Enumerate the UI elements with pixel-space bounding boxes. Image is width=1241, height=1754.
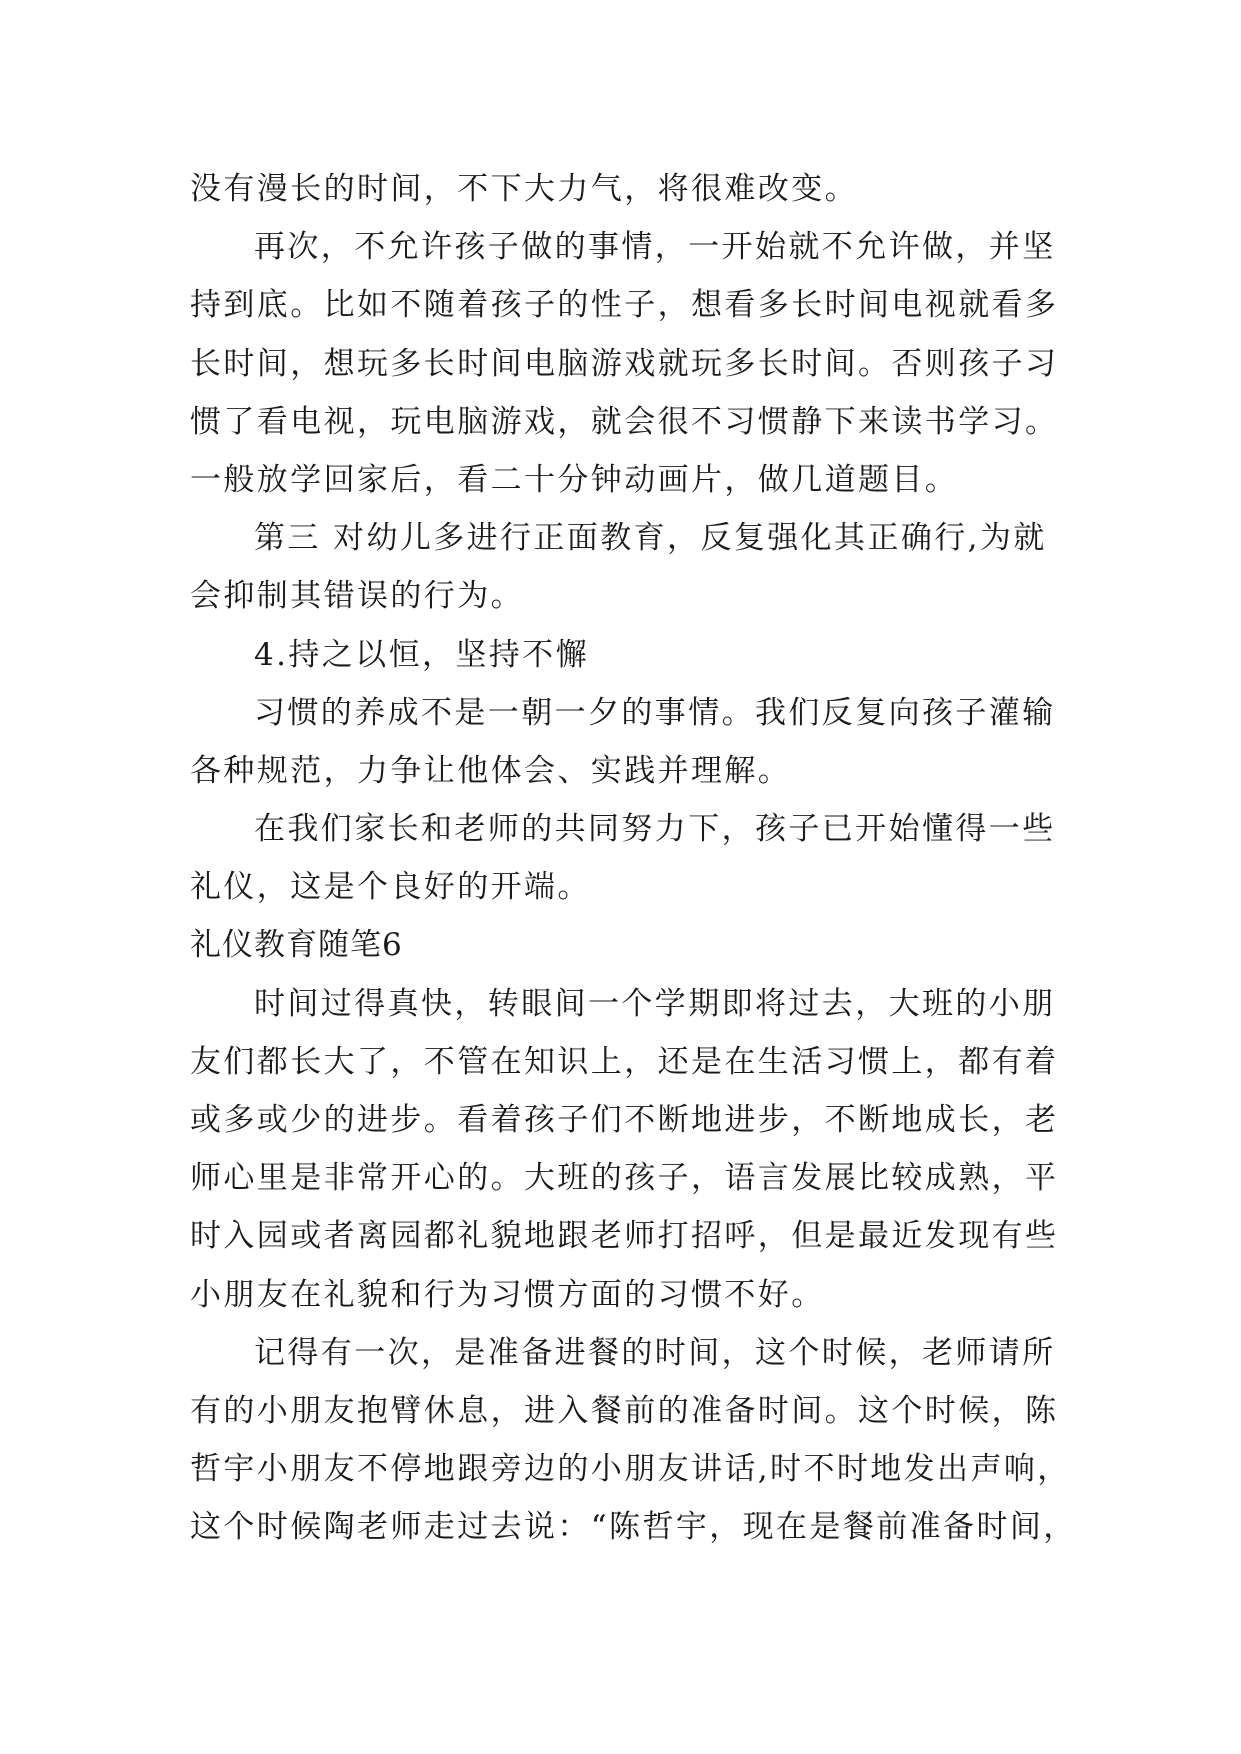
paragraph-start-line: 记得有一次，是准备进餐的时间，这个时候，老师请所 <box>254 1334 1056 1371</box>
paragraph-start-line: 习惯的养成不是一朝一夕的事情。我们反复向孩子灌输 <box>254 694 1056 731</box>
text-line: 持到底。比如不随着孩子的性子，想看多长时间电视就看多 <box>190 287 1059 324</box>
text-line: 会抑制其错误的行为。 <box>190 578 524 615</box>
text-line: 一般放学回家后，看二十分钟动画片，做几道题目。 <box>190 461 959 498</box>
text-line: 师心里是非常开心的。大班的孩子，语言发展比较成熟，平 <box>190 1160 1059 1197</box>
paragraph-start-line: 第三 对幼儿多进行正面教育，反复强化其正确行,为就 <box>254 520 1047 557</box>
text-line: 各种规范，力争让他体会、实践并理解。 <box>190 752 792 789</box>
text-line: 时入园或者离园都礼貌地跟老师打招呼，但是最近发现有些 <box>190 1218 1059 1255</box>
text-line: 没有漫长的时间，不下大力气，将很难改变。 <box>190 171 858 207</box>
section-heading: 礼仪教育随笔6 <box>190 927 403 964</box>
numbered-subheading: 4.持之以恒，坚持不懈 <box>254 636 589 673</box>
document-body <box>190 160 1077 1557</box>
text-line: 哲宇小朋友不停地跟旁边的小朋友讲话,时不时地发出声响， <box>190 1451 1071 1488</box>
text-line: 长时间，想玩多长时间电脑游戏就玩多长时间。否则孩子习 <box>190 345 1059 382</box>
paragraph-start-line: 时间过得真快，转眼间一个学期即将过去，大班的小朋 <box>254 985 1056 1022</box>
text-line: 惯了看电视，玩电脑游戏，就会很不习惯静下来读书学习。 <box>190 403 1059 440</box>
text-line: 这个时候陶老师走过去说：“陈哲宇，现在是餐前准备时间， <box>190 1509 1077 1546</box>
text-line: 小朋友在礼貌和行为习惯方面的习惯不好。 <box>190 1276 825 1313</box>
paragraph-start-line: 在我们家长和老师的共同努力下，孩子已开始懂得一些 <box>254 811 1056 848</box>
text-line: 友们都长大了，不管在知识上，还是在生活习惯上，都有着 <box>190 1043 1059 1080</box>
text-line: 礼仪，这是个良好的开端。 <box>190 869 591 906</box>
paragraph-start-line: 再次，不允许孩子做的事情，一开始就不允许做，并坚 <box>254 229 1056 266</box>
text-line: 有的小朋友抱臂休息，进入餐前的准备时间。这个时候，陈 <box>190 1392 1059 1429</box>
text-line: 或多或少的进步。看着孩子们不断地进步，不断地成长，老 <box>190 1102 1059 1138</box>
